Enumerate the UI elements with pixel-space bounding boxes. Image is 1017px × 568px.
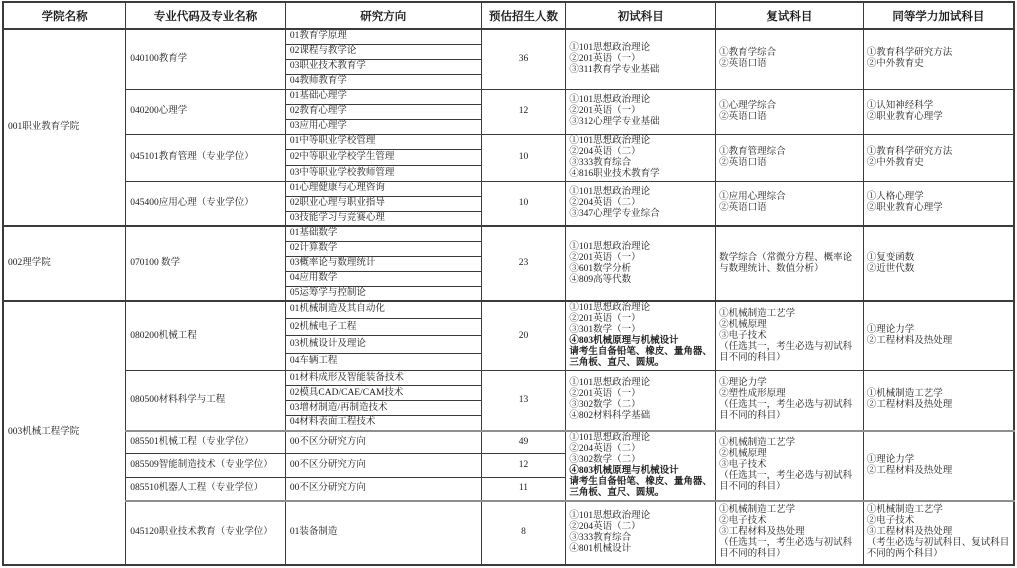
major-code-cell: 045120职业技术教育（专业学位） [126, 501, 286, 565]
direction-cell: 03概率论与数理统计 [285, 256, 481, 271]
enrollment-count-cell: 36 [481, 29, 566, 89]
subject-line: ①复变函数 [866, 252, 915, 263]
subject-line: ③333教育综合 [569, 157, 632, 168]
college-name-cell: 002理学院 [3, 226, 126, 301]
subject-line: ①101思想政治理论 [569, 378, 651, 389]
initial-exam-cell [566, 134, 716, 181]
table-body [3, 29, 1014, 565]
subject-line: ③电子技术 [719, 330, 767, 341]
subject-line: ①101思想政治理论 [569, 135, 651, 146]
direction-cell: 03应用心理学 [285, 119, 481, 134]
enrollment-count-cell: 12 [481, 89, 566, 134]
subject-line: ①理论力学 [719, 378, 767, 389]
header-cell-5: 复试科目 [716, 2, 864, 29]
major-code-cell: 040200心理学 [126, 89, 286, 134]
retest-exam-cell [716, 89, 864, 134]
major-code-cell: 085501机械工程（专业学位） [126, 431, 286, 454]
subject-line: ①机械制造工艺学 [866, 389, 943, 400]
initial-exam-cell [566, 29, 716, 89]
direction-cell: 03职业技术教育学 [285, 59, 481, 74]
subject-line: ①教育管理综合 [719, 146, 786, 157]
enrollment-count-cell: 12 [481, 454, 566, 477]
major-code-cell: 070100 数学 [126, 226, 286, 301]
direction-cell: 01教育学原理 [285, 29, 481, 44]
subject-line: ①机械制造工艺学 [719, 438, 796, 448]
college-name-cell: 003机械工程学院 [3, 301, 126, 565]
additional-exam-cell [863, 431, 1014, 501]
enrollment-count-cell: 10 [481, 181, 566, 226]
enrollment-count-cell: 8 [481, 501, 566, 565]
additional-exam-cell [863, 371, 1014, 431]
subject-line: 请考生自备铅笔、橡皮、量角器、三角板、直尺、圆规。 [569, 347, 712, 368]
subject-line: ③312心理学专业基础 [569, 117, 660, 127]
direction-cell: 02机械电子工程 [285, 318, 481, 335]
subject-line: ②英语口语 [719, 111, 767, 122]
subject-line: ①101思想政治理论 [569, 241, 651, 252]
direction-cell: 03机械设计及理论 [285, 336, 481, 353]
enrollment-count-cell: 49 [481, 431, 566, 454]
header-cell-4: 初试科目 [566, 2, 716, 29]
initial-exam-cell [566, 501, 716, 565]
subject-line: ③311教育学专业基础 [569, 64, 660, 75]
subject-line: ②机械原理 [719, 319, 767, 330]
direction-cell: 03中等职业学校教师管理 [285, 165, 481, 181]
direction-cell: 03增材制造/再制造技术 [285, 401, 481, 416]
college-name-cell: 001职业教育学院 [3, 29, 126, 226]
subject-line: ①应用心理综合 [719, 192, 786, 203]
retest-exam-cell [716, 29, 864, 89]
subject-line: （任选其一，考生必选与初试科目不同的科目） [719, 341, 853, 363]
direction-cell: 04材料表面工程技术 [285, 416, 481, 431]
subject-line: ④803机械原理与机械设计 [569, 336, 679, 346]
subject-line: ①101思想政治理论 [569, 186, 651, 197]
direction-cell: 00不区分研究方向 [285, 477, 481, 500]
subject-line: ②机械原理 [719, 449, 767, 459]
subject-line: ②电子技术 [866, 516, 915, 526]
enrollment-count-cell: 23 [481, 226, 566, 301]
subject-line: ①教育科学研究方法 [866, 48, 953, 59]
subject-line: ①理论力学 [866, 454, 915, 465]
additional-exam-cell [863, 226, 1014, 301]
direction-cell: 05运筹学与控制论 [285, 286, 481, 301]
direction-cell: 01机械制造及其自动化 [285, 301, 481, 318]
enrollment-count-cell: 13 [481, 371, 566, 431]
subject-line: ①理论力学 [866, 325, 915, 335]
subject-line: ②中外教育史 [866, 157, 924, 168]
subject-line: ③601数学分析 [569, 263, 632, 274]
initial-exam-cell [566, 89, 716, 134]
subject-line: ②201英语（一） [569, 389, 641, 400]
subject-line: ③347心理学专业综合 [569, 208, 660, 219]
retest-exam-cell [716, 301, 864, 371]
direction-cell: 01材料成形及智能装备技术 [285, 371, 481, 386]
additional-exam-cell [863, 89, 1014, 134]
direction-cell: 01中等职业学校管理 [285, 134, 481, 150]
major-code-cell: 085510机器人工程（专业学位） [126, 477, 286, 500]
subject-line: ③333教育综合 [569, 532, 632, 543]
subject-line: ②201英语（一） [569, 252, 641, 263]
subject-line: （任选其一，考生必选与初试科目不同的科目） [719, 471, 853, 492]
direction-cell: 00不区分研究方向 [285, 454, 481, 477]
subject-line: ②近世代数 [866, 263, 915, 274]
major-code-cell: 080200机械工程 [126, 301, 286, 371]
subject-line: ②201英语（一） [569, 106, 641, 116]
direction-cell: 04教师教育学 [285, 74, 481, 89]
direction-cell: 01基础心理学 [285, 89, 481, 104]
subject-line: ②英语口语 [719, 203, 767, 214]
subject-line: ③302数学（二） [569, 454, 641, 465]
retest-exam-cell [716, 431, 864, 501]
subject-line: ②工程材料及热处理 [866, 336, 953, 346]
direction-cell: 02教育心理学 [285, 104, 481, 119]
major-code-cell: 080500材料科学与工程 [126, 371, 286, 431]
direction-cell: 03技能学习与竞赛心理 [285, 211, 481, 226]
enrollment-count-cell: 11 [481, 477, 566, 500]
additional-exam-cell [863, 181, 1014, 226]
subject-line: ③301数学（一） [569, 325, 641, 335]
additional-exam-cell [863, 29, 1014, 89]
table-header [3, 2, 1014, 29]
header-cell-1: 专业代码及专业名称 [126, 2, 286, 29]
header-cell-2: 研究方向 [285, 2, 481, 29]
initial-exam-cell [566, 301, 716, 371]
subject-line: ①101思想政治理论 [569, 432, 651, 443]
subject-line: ②英语口语 [719, 59, 767, 70]
retest-exam-cell [716, 501, 864, 565]
retest-exam-cell [716, 226, 864, 301]
retest-exam-cell [716, 371, 864, 431]
subject-line: ②英语口语 [719, 157, 767, 168]
direction-cell: 04车辆工程 [285, 353, 481, 370]
additional-exam-cell [863, 134, 1014, 181]
direction-cell: 02职业心理与职业指导 [285, 196, 481, 211]
subject-line: ②工程材料及热处理 [866, 400, 953, 411]
header-cell-6: 同等学力加试科目 [863, 2, 1014, 29]
subject-line: ①101思想政治理论 [569, 95, 651, 105]
subject-line: ①机械制造工艺学 [719, 308, 796, 319]
major-code-cell: 040100教育学 [126, 29, 286, 89]
header-row [3, 2, 1014, 29]
subject-line: （任选其一，考生必选与初试科目不同的科目） [719, 538, 853, 559]
subject-line: ①心理学综合 [719, 100, 777, 111]
subject-line: ②电子技术 [719, 516, 767, 526]
admissions-table [2, 1, 1015, 566]
subject-line: ③302数学（二） [569, 400, 641, 411]
retest-exam-cell [716, 181, 864, 226]
subject-line: ①教育科学研究方法 [866, 146, 953, 157]
direction-cell: 02计算数学 [285, 241, 481, 256]
subject-line: ①人格心理学 [866, 192, 924, 203]
subject-line: ①教育学综合 [719, 48, 777, 59]
direction-cell: 02中等职业学校学生管理 [285, 150, 481, 166]
subject-line: ①101思想政治理论 [569, 303, 651, 313]
subject-line: ②201英语（一） [569, 314, 641, 324]
retest-exam-cell [716, 134, 864, 181]
additional-exam-cell [863, 301, 1014, 371]
subject-line: ④809高等代数 [569, 274, 632, 285]
direction-cell: 02模具CAD/CAE/CAM技术 [285, 386, 481, 401]
subject-line: ②201英语（一） [569, 53, 641, 64]
subject-line: ①101思想政治理论 [569, 510, 651, 521]
initial-exam-cell [566, 371, 716, 431]
subject-line: ③电子技术 [719, 460, 767, 470]
additional-exam-cell [863, 501, 1014, 565]
major-code-cell: 045400应用心理（专业学位） [126, 181, 286, 226]
subject-line: ①机械制造工艺学 [719, 505, 796, 515]
direction-cell: 01心理健康与心理咨询 [285, 181, 481, 196]
header-cell-3: 预估招生人数 [481, 2, 566, 29]
subject-line: ②204英语（二） [569, 146, 641, 157]
subject-line: ②204英语（二） [569, 521, 641, 532]
subject-line: （任选其一，考生必选与初试科目不同的科目） [719, 400, 853, 422]
subject-line: ②职业教育心理学 [866, 111, 943, 122]
subject-line: ②204英语（二） [569, 443, 641, 454]
subject-line: ④801机械设计 [569, 543, 632, 554]
major-code-cell: 085509智能制造技术（专业学位） [126, 454, 286, 477]
enrollment-count-cell: 20 [481, 301, 566, 371]
subject-line: （考生必选与初试科目、复试科目不同的两个科目） [866, 538, 1010, 559]
subject-line: ②中外教育史 [866, 59, 924, 70]
subject-line: ②塑性成形原理 [719, 389, 786, 400]
direction-cell: 01基础数学 [285, 226, 481, 241]
direction-cell: 00不区分研究方向 [285, 431, 481, 454]
subject-line: 请考生自备铅笔、橡皮、量角器、三角板、直尺、圆规。 [569, 476, 712, 498]
subject-line: ③工程材料及热处理 [866, 527, 953, 537]
direction-cell: 01装备制造 [285, 501, 481, 565]
subject-line: ②工程材料及热处理 [866, 465, 953, 476]
initial-exam-cell [566, 226, 716, 301]
subject-line: ④816职业技术教育学 [569, 168, 660, 179]
initial-exam-cell [566, 181, 716, 226]
enrollment-count-cell: 10 [481, 134, 566, 181]
subject-line: ①101思想政治理论 [569, 42, 651, 53]
subject-line: 数学综合（常微分方程、概率论与数理统计、数值分析） [719, 252, 853, 274]
major-code-cell: 045101教育管理（专业学位） [126, 134, 286, 181]
subject-line: ①机械制造工艺学 [866, 505, 943, 515]
initial-exam-cell [566, 431, 716, 501]
direction-cell: 04应用数学 [285, 271, 481, 286]
subject-line: ②204英语（二） [569, 197, 641, 208]
subject-line: ②职业教育心理学 [866, 203, 943, 214]
subject-line: ③工程材料及热处理 [719, 527, 805, 537]
subject-line: ④802材料科学基础 [569, 411, 651, 422]
subject-line: ④803机械原理与机械设计 [569, 465, 679, 476]
direction-cell: 02课程与教学论 [285, 44, 481, 59]
subject-line: ①认知神经科学 [866, 100, 934, 111]
header-cell-0: 学院名称 [3, 2, 126, 29]
